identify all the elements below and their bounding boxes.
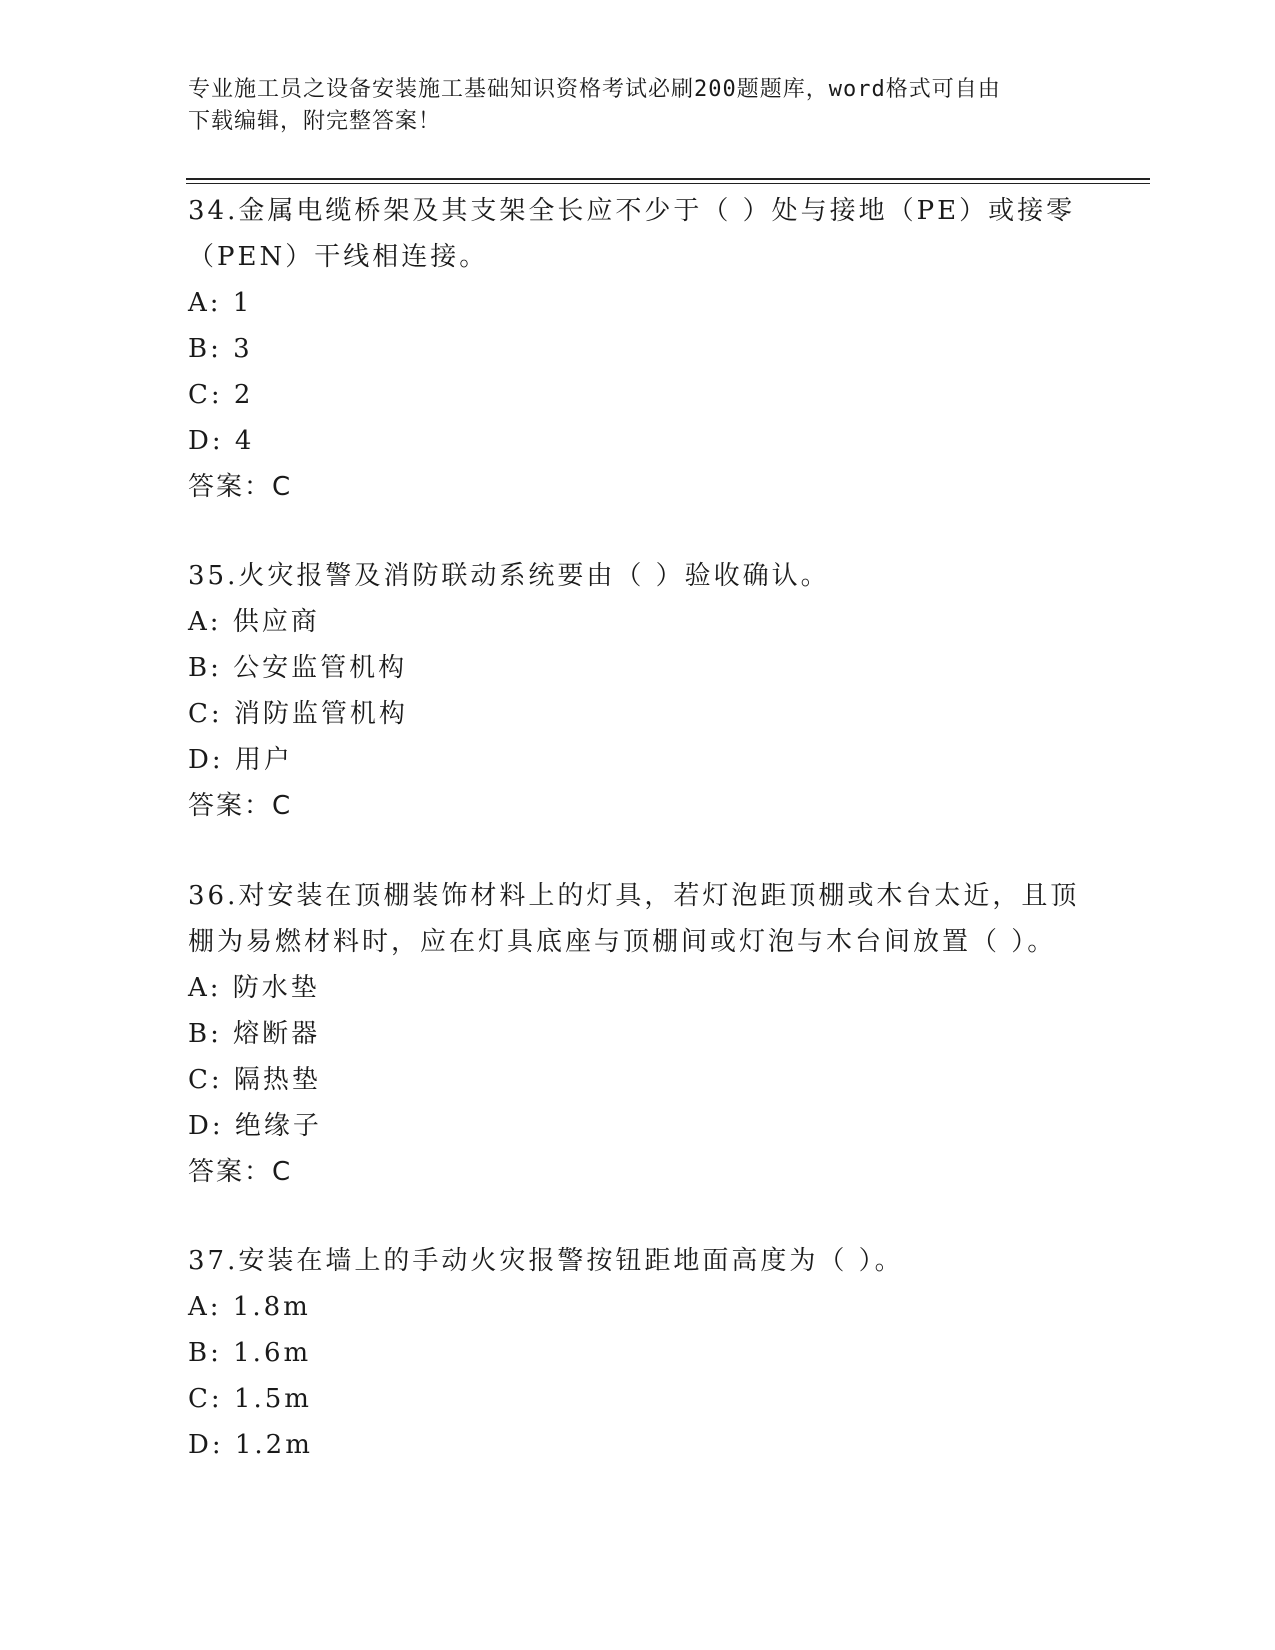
option-d: D: 用户 bbox=[188, 745, 293, 775]
option-d: D: 绝缘子 bbox=[188, 1111, 322, 1141]
question-text-line-1: 37.安装在墙上的手动火灾报警按钮距地面高度为（ ）。 bbox=[188, 1246, 904, 1276]
option-c: C: 2 bbox=[188, 380, 254, 410]
option-c: C: 1.5m bbox=[188, 1384, 312, 1414]
option-a: A: 1 bbox=[188, 288, 253, 318]
question-text-line-1: 35.火灾报警及消防联动系统要由（ ）验收确认。 bbox=[188, 561, 830, 591]
option-b: B: 1.6m bbox=[188, 1338, 312, 1368]
header-divider-thick bbox=[186, 178, 1150, 180]
question-text-line-2: （PEN）干线相连接。 bbox=[188, 242, 489, 272]
answer: 答案：C bbox=[188, 1157, 293, 1187]
question-text-line-1: 36.对安装在顶棚装饰材料上的灯具，若灯泡距顶棚或木台太近，且顶 bbox=[188, 881, 1080, 911]
option-b: B: 公安监管机构 bbox=[188, 653, 408, 683]
option-b: B: 3 bbox=[188, 334, 253, 364]
option-a: A: 防水垫 bbox=[188, 973, 320, 1003]
header-line-1: 专业施工员之设备安装施工基础知识资格考试必刷200题题库，word格式可自由 bbox=[188, 77, 1001, 102]
question-35 bbox=[188, 553, 1088, 829]
question-37 bbox=[188, 1238, 1088, 1468]
option-c: C: 消防监管机构 bbox=[188, 699, 408, 729]
document-header bbox=[188, 74, 1068, 138]
question-34 bbox=[188, 188, 1088, 510]
option-b: B: 熔断器 bbox=[188, 1019, 321, 1049]
question-text-line-2: 棚为易燃材料时，应在灯具底座与顶棚间或灯泡与木台间放置（ ）。 bbox=[188, 927, 1057, 957]
option-c: C: 隔热垫 bbox=[188, 1065, 321, 1095]
option-a: A: 供应商 bbox=[188, 607, 320, 637]
question-text-line-1: 34.金属电缆桥架及其支架全长应不少于（ ）处与接地（PE）或接零 bbox=[188, 196, 1076, 226]
header-line-2: 下载编辑，附完整答案！ bbox=[188, 109, 442, 134]
option-a: A: 1.8m bbox=[188, 1292, 311, 1322]
question-36 bbox=[188, 873, 1088, 1195]
header-divider-thin bbox=[186, 183, 1150, 184]
option-d: D: 4 bbox=[188, 426, 255, 456]
answer: 答案：C bbox=[188, 791, 293, 821]
answer: 答案：C bbox=[188, 472, 293, 502]
option-d: D: 1.2m bbox=[188, 1430, 313, 1460]
